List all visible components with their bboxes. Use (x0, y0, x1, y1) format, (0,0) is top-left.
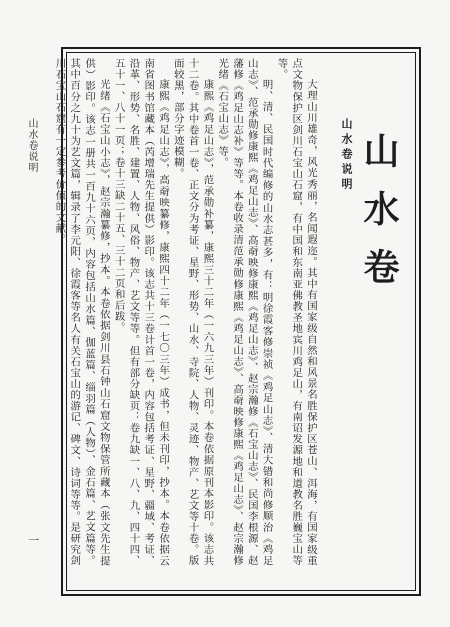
page-number: 一 (28, 534, 39, 547)
paragraph-5: 光绪《石宝山小志》，赵宗瀚纂修，抄本。本卷依据剑川县石钟山石窟文物保管所藏本（张文先生提供）影印。该志一册共一百九十六页，内容包括山水篇、伽蓝篇、缁羽篇（人物）、金石篇、艺文篇等。其中百分之九十为艺文篇，辑录了李元阳、徐霞客等名人有关石宝山的游记、碑文、诗词等等。是研究剑川石宝山石窟有一定参考价值的文献。 (53, 58, 110, 566)
running-header: 山水卷说明 (26, 118, 37, 173)
paragraph-1: 大理山川雄奇，风光秀丽，名闻遐迩。其中有国家级自然和风景名胜保护区苍山、洱海，有国家级重点文物保护区剑川石宝山石窟，有中国和东南亚佛教圣地宾川鸡足山，有南诏发源地和道教名胜巍宝山等等。 (275, 58, 317, 566)
paragraph-3: 康熙《鸡足山志》，范承勋补纂，康熙三十二年（一六九三年）刊印。本卷依据原刊本影印。该志共十二卷。其中卷首一卷、正文分为考证、星野、形势、山水、寺院、人物、灵迹、物产、艺文等十卷。版面较黑，部分字迹模糊。 (171, 58, 214, 566)
body-text (53, 58, 318, 566)
title-column (318, 60, 412, 480)
paragraph-2: 明、清、民国时代编修的山水志甚多，有：明徐霞客修崇祯《鸡足山志》、清大错和尚修顺治《鸡足山志》、范承勋修康熙《鸡足山志》、高奣映修康熙《鸡足山志》、赵宗瀚修《石宝山志》、民国李根源、赵藩修《鸡足山志补》等等。本卷收录清范承勋修康熙《鸡足山志》、高奣映修康熙《鸡足山志》、赵宗瀚修光绪《石宝山志》等。 (216, 58, 273, 566)
section-subtitle: 山水卷说明 (340, 118, 353, 193)
paragraph-4: 康熙《鸡足山志》，高奣映纂修，康熙四十二年（一七〇三年）成书，但未刊印，抄本。本卷依据云南省图书馆藏本（芮增瑞先生提供）影印。该志共十三卷计首一卷，内容包括考证、星野、疆域、考证、沿革、形势、名胜、建置、人物、风俗、物产、艺文等等。但有部分缺页：卷九缺一、八、九、四十四、五十一、八十一页；卷十三缺二十五、三十二页和后跋。 (112, 58, 170, 566)
volume-title: 山水卷 (358, 132, 399, 306)
